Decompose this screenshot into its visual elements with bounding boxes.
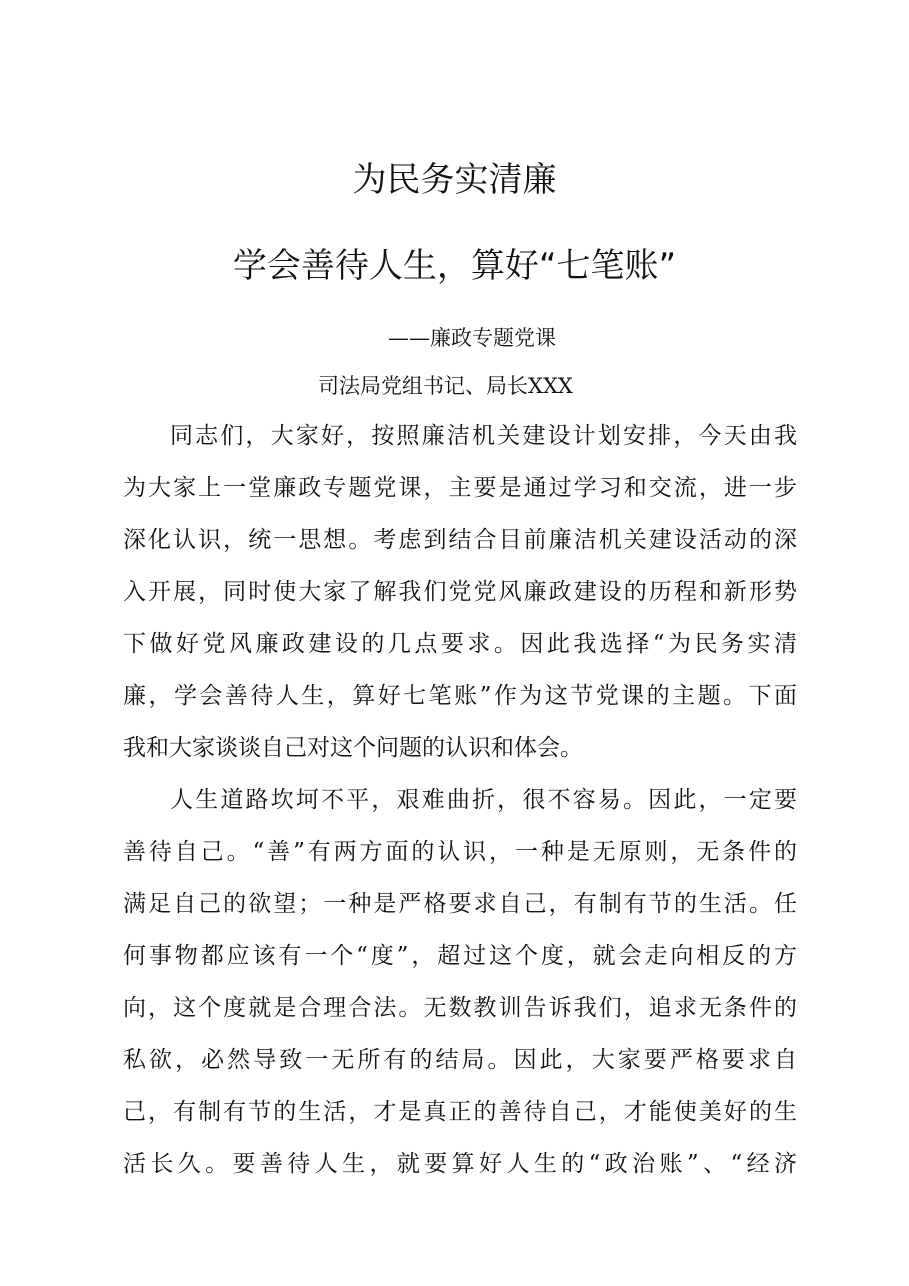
paragraph-2-line-3: 满足自己的欲望；一种是严格要求自己，有制有节的生活。任 [123, 891, 797, 917]
paragraph-1-line-5: 下做好党风廉政建设的几点要求。因此我选择“为民务实清 [123, 631, 797, 657]
document-subtitle: ——廉政专题党课 [388, 326, 556, 350]
paragraph-2-line-4: 何事物都应该有一个“度”，超过这个度，就会走向相反的方 [123, 943, 797, 969]
paragraph-2-line-8: 活长久。要善待人生，就要算好人生的“政治账”、“经济 [123, 1151, 797, 1177]
document-title-line-2: 学会善待人生，算好“七笔账” [232, 246, 677, 286]
document-title-line-1: 为民务实清廉 [352, 160, 557, 200]
paragraph-2-line-2: 善待自己。“善”有两方面的认识，一种是无原则，无条件的 [123, 839, 797, 865]
paragraph-1-line-3: 深化认识，统一思想。考虑到结合目前廉洁机关建设活动的深 [123, 527, 797, 553]
paragraph-2-line-6: 私欲，必然导致一无所有的结局。因此，大家要严格要求自 [123, 1047, 797, 1073]
paragraph-1-line-6: 廉，学会善待人生，算好七笔账”作为这节党课的主题。下面 [123, 683, 797, 709]
paragraph-1-line-1: 同志们，大家好，按照廉洁机关建设计划安排，今天由我 [170, 423, 797, 449]
paragraph-1-line-2: 为大家上一堂廉政专题党课，主要是通过学习和交流，进一步 [123, 475, 797, 501]
paragraph-2-line-7: 己，有制有节的生活，才是真正的善待自己，才能使美好的生 [123, 1099, 797, 1125]
paragraph-1-line-4: 入开展，同时使大家了解我们党党风廉政建设的历程和新形势 [123, 579, 797, 605]
paragraph-2-line-1: 人生道路坎坷不平，艰难曲折，很不容易。因此，一定要 [170, 787, 797, 813]
document-author: 司法局党组书记、局长XXX [318, 374, 573, 398]
paragraph-2-line-5: 向，这个度就是合理合法。无数教训告诉我们，追求无条件的 [123, 995, 797, 1021]
paragraph-1-line-7: 我和大家谈谈自己对这个问题的认识和体会。 [123, 735, 583, 761]
